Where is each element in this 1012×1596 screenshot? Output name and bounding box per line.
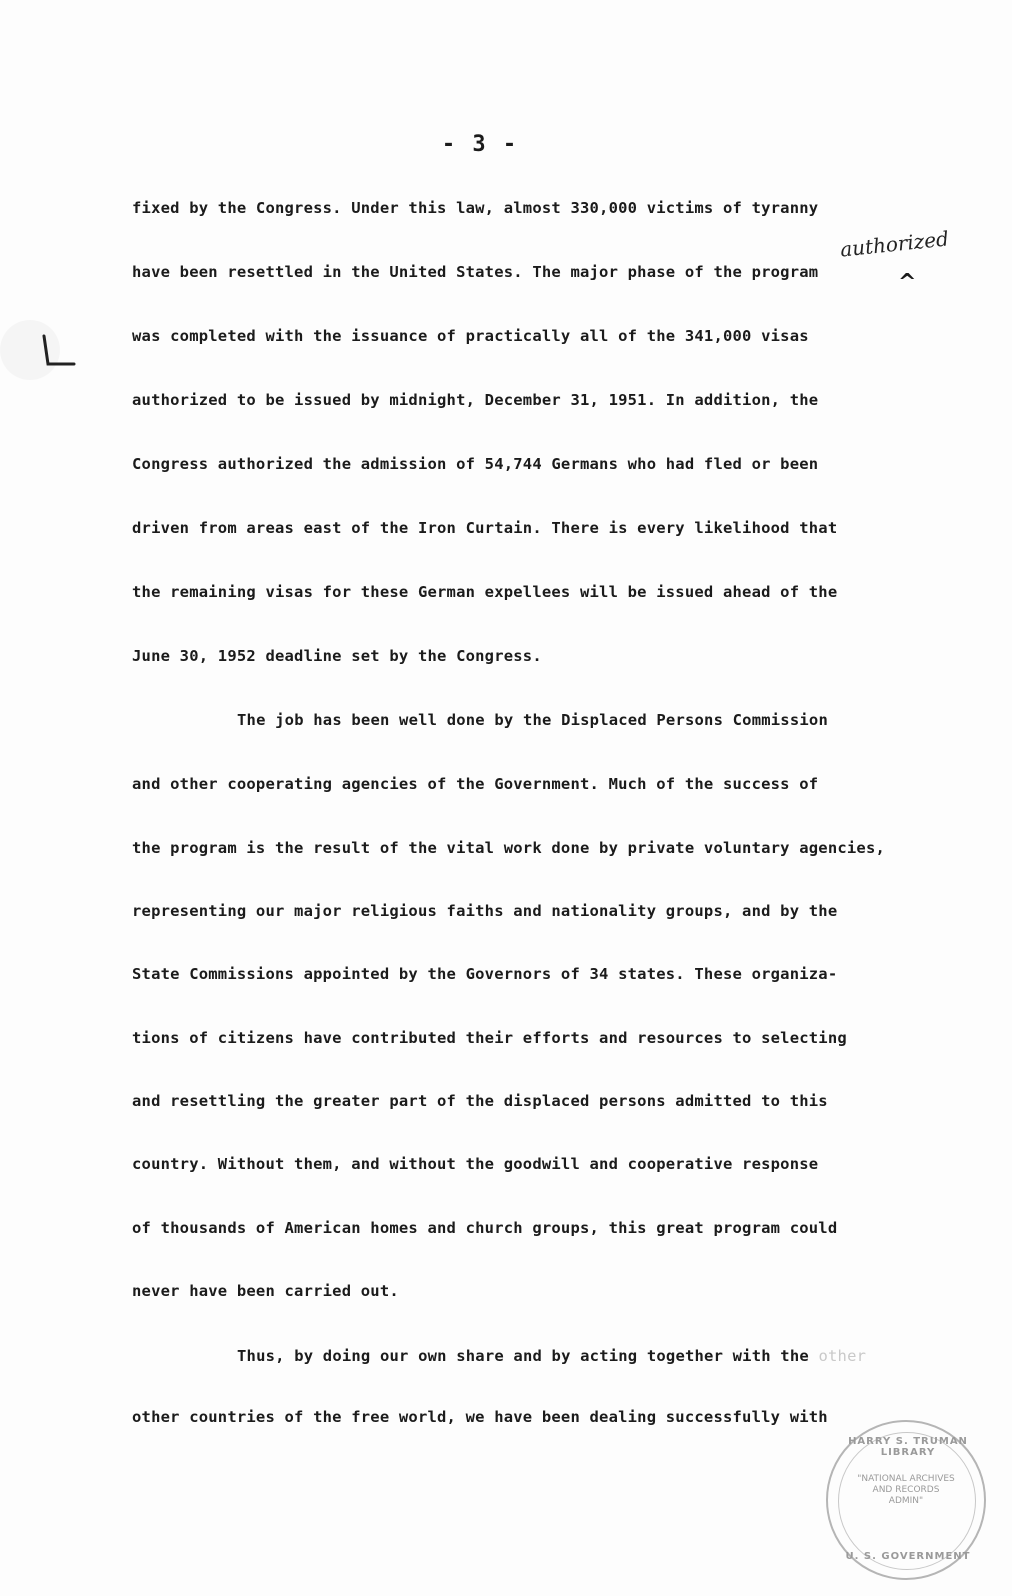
- text-line-16: country. Without them, and without the goodwill and cooperative response: [132, 1155, 819, 1173]
- text-line-3: was completed with the issuance of practically all of the 341,000 visas: [132, 327, 809, 345]
- text-line-8: June 30, 1952 deadline set by the Congress.: [132, 647, 542, 665]
- stamp-center-text: "NATIONAL ARCHIVES AND RECORDS ADMIN": [857, 1474, 955, 1506]
- text-line-12: representing our major religious faiths and nationality groups, and by the: [132, 902, 838, 920]
- text-line-5: Congress authorized the admission of 54,744 Germans who had fled or been: [132, 455, 819, 473]
- stamp-bottom-text: U. S. GOVERNMENT: [845, 1551, 971, 1562]
- text-line-4: authorized to be issued by midnight, December 31, 1951. In addition, the: [132, 391, 819, 409]
- text-line-18: never have been carried out.: [132, 1282, 399, 1300]
- text-line-15: and resettling the greater part of the displaced persons admitted to this: [132, 1092, 828, 1110]
- text-line-7: the remaining visas for these German expellees will be issued ahead of the: [132, 583, 838, 601]
- text-line-9: The job has been well done by the Displaced Persons Commission: [237, 711, 828, 729]
- margin-check-icon: [38, 330, 78, 370]
- text-line-2: have been resettled in the United States. The major phase of the program: [132, 263, 819, 281]
- text-line-13: State Commissions appointed by the Governors of 34 states. These organiza-: [132, 965, 838, 983]
- page-number: - 3 -: [441, 132, 519, 157]
- insertion-caret: ^: [898, 270, 917, 295]
- text-line-1: fixed by the Congress. Under this law, almost 330,000 victims of tyranny: [132, 199, 819, 217]
- struck-word: other: [818, 1347, 867, 1365]
- text-line-6: driven from areas east of the Iron Curtain. There is every likelihood that: [132, 519, 838, 537]
- text-line-17: of thousands of American homes and church groups, this great program could: [132, 1219, 838, 1237]
- text-line-11: the program is the result of the vital work done by private voluntary agencies,: [132, 839, 886, 857]
- text-line-10: and other cooperating agencies of the Government. Much of the success of: [132, 775, 819, 793]
- text-line-19-main: Thus, by doing our own share and by acting together with the: [237, 1347, 809, 1365]
- text-line-14: tions of citizens have contributed their efforts and resources to selecting: [132, 1029, 847, 1047]
- text-line-20: other countries of the free world, we have been dealing successfully with: [132, 1408, 828, 1426]
- stamp-top-text: HARRY S. TRUMAN LIBRARY: [848, 1436, 968, 1458]
- archive-stamp: [826, 1420, 986, 1580]
- handwritten-insert: authorized: [839, 226, 950, 262]
- text-line-19: [237, 1347, 866, 1365]
